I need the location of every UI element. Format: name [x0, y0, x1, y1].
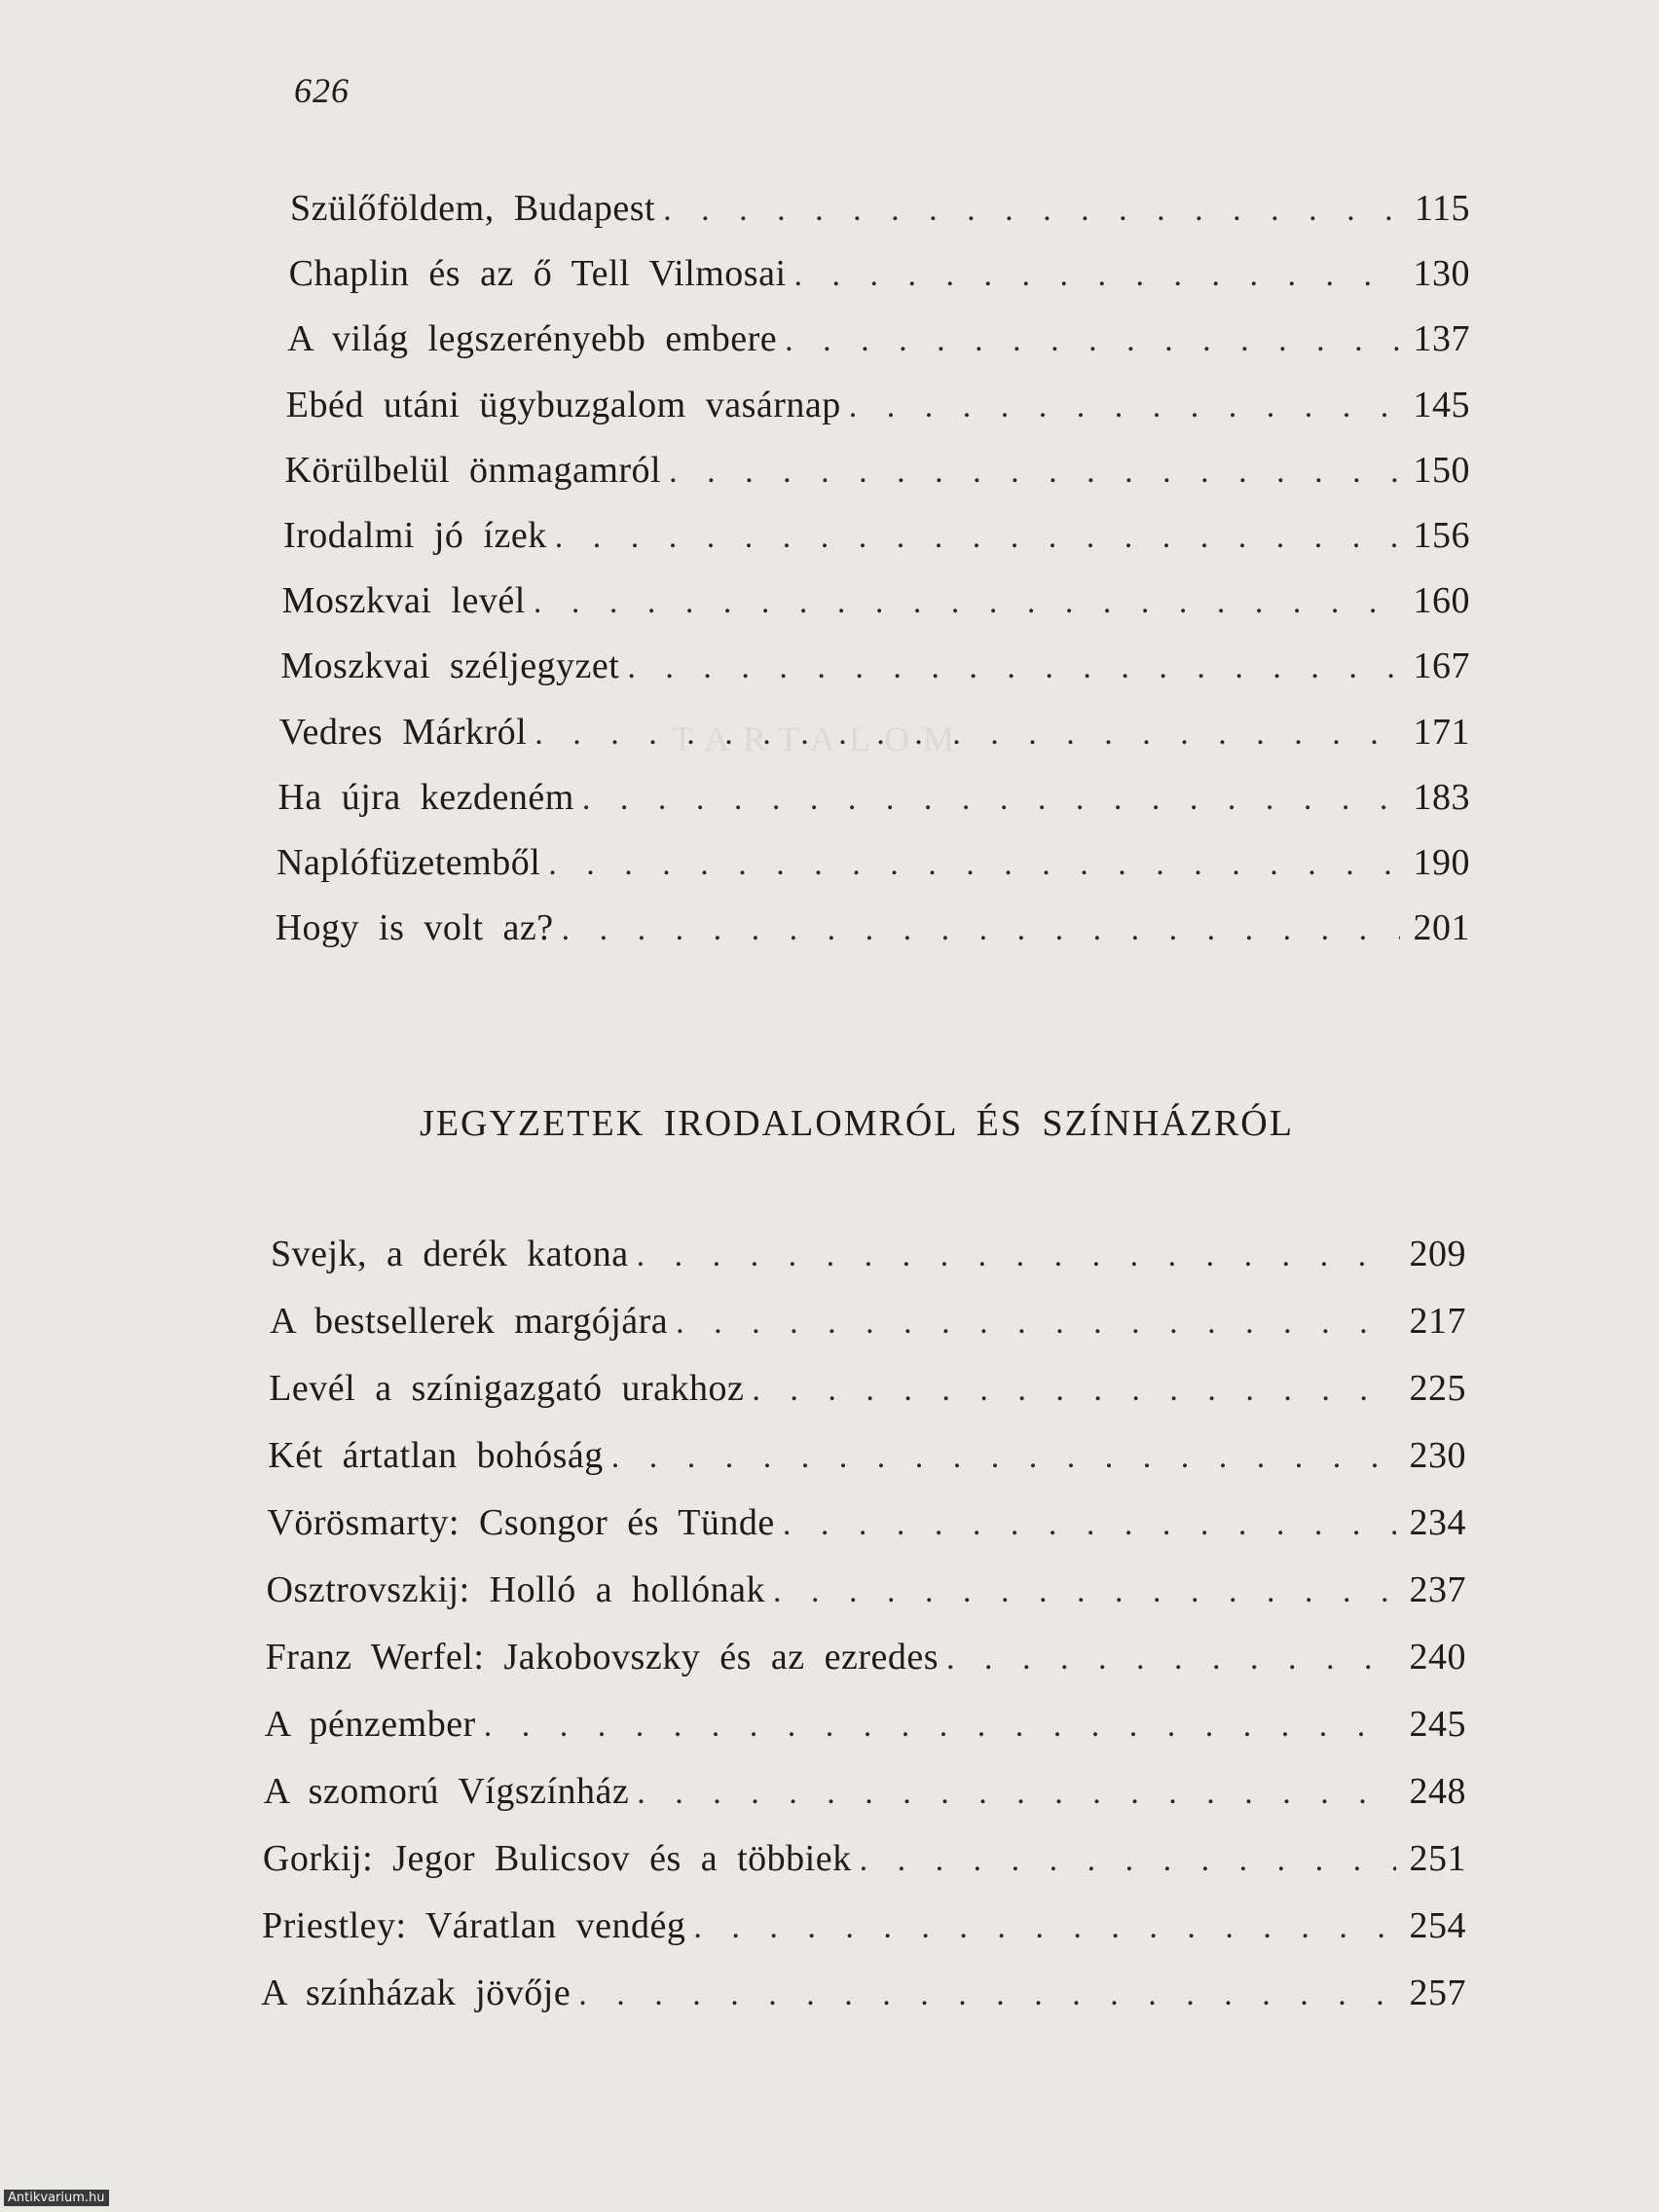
toc-entry — [269, 1365, 1466, 1414]
dot-leader — [637, 1770, 1396, 1817]
page-number: 626 — [294, 71, 350, 110]
entry-title: Körülbelül önmagamról — [284, 449, 662, 491]
toc-entry — [266, 1634, 1466, 1682]
toc-entry — [280, 643, 1470, 691]
entry-title: Svejk, a derék katona — [271, 1234, 629, 1274]
toc-entry — [276, 839, 1470, 888]
toc-entry — [276, 904, 1470, 953]
entry-page-number: 209 — [1409, 1234, 1466, 1274]
entry-title: Naplófüzetemből — [276, 842, 541, 883]
entry-page-number: 251 — [1409, 1838, 1466, 1879]
dot-leader — [582, 776, 1400, 823]
entry-title: Irodalmi jó ízek — [283, 515, 547, 556]
dot-leader — [849, 384, 1400, 430]
entry-title: Hogy is volt az? — [275, 907, 554, 949]
entry-page-number: 150 — [1413, 449, 1470, 491]
entry-title: A pénzember — [264, 1704, 476, 1745]
entry-title: A szomorú Vígszínház — [263, 1771, 630, 1812]
entry-page-number: 248 — [1409, 1771, 1466, 1812]
entry-page-number: 201 — [1413, 907, 1470, 949]
entry-page-number: 237 — [1409, 1569, 1466, 1610]
show-through-heading: TARTALOM — [672, 719, 969, 758]
dot-leader — [669, 449, 1400, 496]
entry-page-number: 167 — [1413, 645, 1470, 687]
entry-title: Moszkvai levél — [281, 580, 526, 622]
section-heading: JEGYZETEK IRODALOMRÓL ÉS SZÍNHÁZRÓL — [420, 1103, 1294, 1144]
toc-entry — [271, 1231, 1466, 1279]
entry-page-number: 234 — [1409, 1502, 1466, 1543]
dot-leader — [548, 841, 1400, 888]
toc-entry — [267, 1499, 1466, 1548]
entry-title: Moszkvai széljegyzet — [280, 645, 620, 687]
dot-leader — [693, 1904, 1396, 1951]
toc-entry — [265, 1701, 1466, 1750]
dot-leader — [578, 1972, 1396, 2018]
entry-page-number: 225 — [1409, 1368, 1466, 1409]
entry-page-number: 245 — [1409, 1704, 1466, 1745]
entry-page-number: 130 — [1413, 253, 1470, 295]
entry-page-number: 240 — [1409, 1637, 1466, 1677]
entry-page-number: 254 — [1409, 1905, 1466, 1946]
toc-entry — [263, 1835, 1466, 1884]
dot-leader — [773, 1568, 1396, 1615]
entry-title: Levél a színigazgató urakhoz — [269, 1368, 745, 1409]
entry-title: A világ legszerényebb embere — [287, 318, 778, 360]
toc-entry — [261, 1970, 1466, 2018]
toc-entry — [270, 1298, 1466, 1346]
entry-page-number: 145 — [1413, 384, 1470, 425]
dot-leader — [627, 645, 1400, 691]
toc-entry — [277, 774, 1470, 823]
dot-leader — [676, 1300, 1396, 1346]
entry-title: A bestsellerek margójára — [270, 1301, 669, 1342]
entry-page-number: 156 — [1413, 515, 1470, 556]
toc-entry — [286, 382, 1470, 430]
entry-title: Ha újra kezdeném — [277, 776, 574, 818]
toc-entry — [284, 447, 1470, 496]
dot-leader — [484, 1703, 1396, 1750]
entry-page-number: 171 — [1413, 711, 1470, 753]
dot-leader — [946, 1636, 1396, 1682]
toc-entry — [287, 315, 1470, 364]
toc-entry — [282, 577, 1470, 626]
entry-page-number: 183 — [1413, 776, 1470, 818]
watermark: Antikvarium.hu — [4, 2190, 109, 2206]
entry-title: Ebéd utáni ügybuzgalom vasárnap — [285, 384, 841, 425]
entry-page-number: 137 — [1413, 318, 1470, 360]
toc-entry — [283, 512, 1470, 561]
entry-page-number: 257 — [1409, 1972, 1466, 2013]
toc-entry — [279, 709, 1470, 757]
entry-title: Szülőföldem, Budapest — [290, 188, 656, 229]
toc-entry — [289, 250, 1470, 299]
entry-title: Franz Werfel: Jakobovszky és az ezredes — [265, 1637, 940, 1677]
entry-title: Két ártatlan bohóság — [268, 1435, 604, 1476]
entry-title: Vedres Márkról — [278, 711, 528, 753]
entry-page-number: 190 — [1413, 842, 1470, 883]
dot-leader — [785, 317, 1400, 364]
entry-page-number: 115 — [1414, 188, 1470, 229]
dot-leader — [860, 1837, 1396, 1884]
toc-entry — [262, 1902, 1466, 1951]
entry-title: Vörösmarty: Csongor és Tünde — [267, 1502, 775, 1543]
entry-title: Osztrovszkij: Holló a hollónak — [266, 1569, 766, 1610]
entry-title: Priestley: Váratlan vendég — [262, 1905, 686, 1946]
toc-entry — [290, 185, 1470, 234]
entry-title: A színházak jövője — [261, 1972, 571, 2013]
dot-leader — [534, 579, 1400, 626]
toc-entry — [268, 1432, 1466, 1481]
dot-leader — [794, 252, 1400, 299]
dot-leader — [555, 514, 1400, 561]
dot-leader — [562, 906, 1400, 953]
entry-page-number: 160 — [1413, 580, 1470, 622]
entry-page-number: 230 — [1409, 1435, 1466, 1476]
entry-page-number: 217 — [1409, 1301, 1466, 1342]
dot-leader — [663, 187, 1400, 234]
dot-leader — [535, 711, 1400, 757]
dot-leader — [637, 1233, 1396, 1279]
toc-entry — [267, 1567, 1467, 1615]
dot-leader — [611, 1434, 1396, 1481]
toc-entry — [264, 1768, 1466, 1817]
dot-leader — [783, 1501, 1396, 1548]
dot-leader — [752, 1367, 1396, 1414]
entry-title: Gorkij: Jegor Bulicsov és a többiek — [262, 1838, 852, 1879]
entry-title: Chaplin és az ő Tell Vilmosai — [288, 253, 787, 295]
